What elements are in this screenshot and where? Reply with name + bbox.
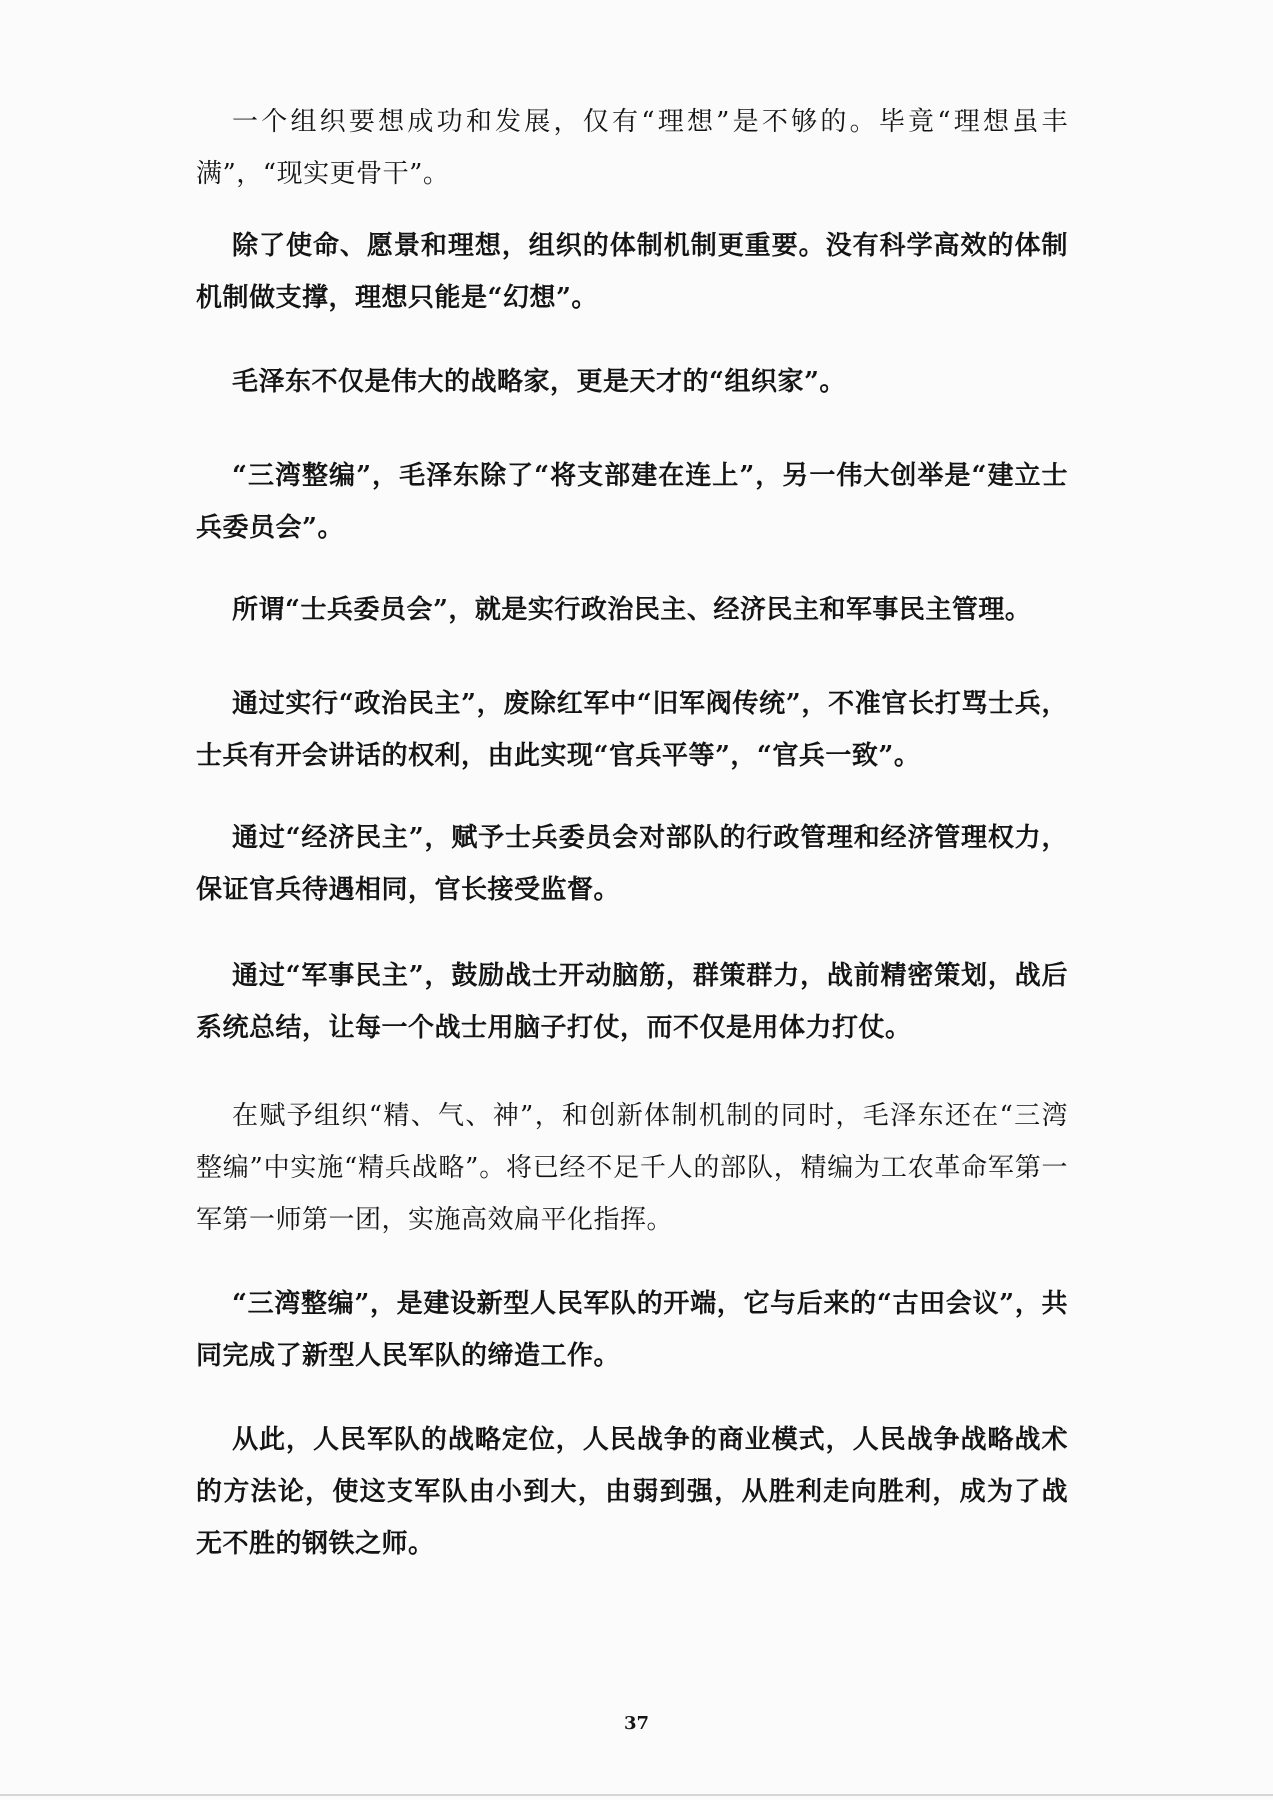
paragraph-4: “三湾整编”，毛泽东除了“将支部建在连上”，另一伟大创举是“建立士兵委员会”。 <box>196 461 1068 543</box>
paragraph-3: 毛泽东不仅是伟大的战略家，更是天才的“组织家”。 <box>232 367 846 397</box>
page-number: 37 <box>623 1713 650 1734</box>
paragraph-2: 除了使命、愿景和理想，组织的体制机制更重要。没有科学高效的体制机制做支撑，理想只能是“幻想”。 <box>196 231 1068 313</box>
scan-edge-line <box>0 1794 1273 1796</box>
paragraph-11: 从此，人民军队的战略定位，人民战争的商业模式，人民战争战略战术的方法论，使这支军队由小到大，由弱到强，从胜利走向胜利，成为了战无不胜的钢铁之师。 <box>196 1425 1068 1559</box>
paragraph-6: 通过实行“政治民主”，废除红军中“旧军阀传统”，不准官长打骂士兵，士兵有开会讲话的权利，由此实现“官兵平等”，“官兵一致”。 <box>196 689 1068 771</box>
paragraph-7: 通过“经济民主”，赋予士兵委员会对部队的行政管理和经济管理权力，保证官兵待遇相同，官长接受监督。 <box>196 823 1068 905</box>
paragraph-1: 一个组织要想成功和发展，仅有“理想”是不够的。毕竟“理想虽丰满”，“现实更骨干”。 <box>196 107 1068 189</box>
paragraph-5: 所谓“士兵委员会”，就是实行政治民主、经济民主和军事民主管理。 <box>232 595 1032 625</box>
paragraph-8: 通过“军事民主”，鼓励战士开动脑筋，群策群力，战前精密策划，战后系统总结，让每一个战士用脑子打仗，而不仅是用体力打仗。 <box>196 961 1068 1043</box>
paragraph-9: 在赋予组织“精、气、神”，和创新体制机制的同时，毛泽东还在“三湾整编”中实施“精兵战略”。将已经不足千人的部队，精编为工农革命军第一军第一师第一团，实施高效扁平化指挥。 <box>196 1101 1068 1235</box>
paragraph-10: “三湾整编”，是建设新型人民军队的开端，它与后来的“古田会议”，共同完成了新型人民军队的缔造工作。 <box>196 1289 1068 1371</box>
